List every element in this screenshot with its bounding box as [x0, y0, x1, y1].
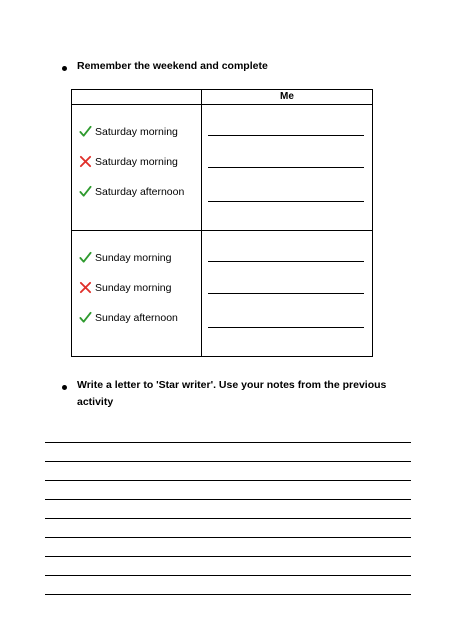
- weekend-table: [71, 89, 373, 357]
- writing-line[interactable]: [45, 575, 411, 576]
- writing-line[interactable]: [45, 556, 411, 557]
- sunday-item-3-label: Sunday afternoon: [95, 311, 178, 324]
- saturday-item-2: [79, 155, 178, 168]
- saturday-item-1: [79, 125, 178, 138]
- table-header-empty: [72, 90, 202, 105]
- answer-line[interactable]: [208, 135, 364, 136]
- sunday-item-2: [79, 281, 171, 294]
- sunday-item-3: [79, 311, 178, 324]
- task1-instruction-row: [62, 62, 268, 75]
- saturday-item-1-label: Saturday morning: [95, 125, 178, 138]
- saturday-item-2-label: Saturday morning: [95, 155, 178, 168]
- answer-line[interactable]: [208, 201, 364, 202]
- table-row-sunday: [72, 231, 373, 357]
- saturday-item-3: [79, 185, 184, 198]
- check-icon: [79, 185, 92, 198]
- check-icon: [79, 311, 92, 324]
- writing-line[interactable]: [45, 594, 411, 595]
- table-header-row: [72, 90, 373, 105]
- task1-instruction: Remember the weekend and complete: [77, 60, 268, 72]
- table-row-saturday: [72, 105, 373, 231]
- answer-line[interactable]: [208, 327, 364, 328]
- saturday-answers-cell: [202, 105, 373, 231]
- cross-icon: [79, 155, 92, 168]
- writing-line[interactable]: [45, 518, 411, 519]
- sunday-answers-cell: [202, 231, 373, 357]
- writing-line[interactable]: [45, 480, 411, 481]
- cross-icon: [79, 281, 92, 294]
- table-header-me: Me: [202, 90, 373, 105]
- saturday-activities-cell: [72, 105, 202, 231]
- answer-line[interactable]: [208, 293, 364, 294]
- task2-instruction-row: [62, 381, 397, 411]
- check-icon: [79, 125, 92, 138]
- bullet-dot: [62, 66, 67, 71]
- writing-line[interactable]: [45, 442, 411, 443]
- writing-line[interactable]: [45, 537, 411, 538]
- sunday-activities-cell: [72, 231, 202, 357]
- answer-line[interactable]: [208, 261, 364, 262]
- sunday-item-1: [79, 251, 171, 264]
- sunday-item-1-label: Sunday morning: [95, 251, 172, 264]
- writing-line[interactable]: [45, 499, 411, 500]
- saturday-item-3-label: Saturday afternoon: [95, 185, 185, 198]
- answer-line[interactable]: [208, 167, 364, 168]
- sunday-item-2-label: Sunday morning: [95, 281, 172, 294]
- writing-line[interactable]: [45, 461, 411, 462]
- bullet-dot: [62, 385, 67, 390]
- check-icon: [79, 251, 92, 264]
- task2-instruction: Write a letter to 'Star writer'. Use your notes from the previous activity: [77, 379, 387, 408]
